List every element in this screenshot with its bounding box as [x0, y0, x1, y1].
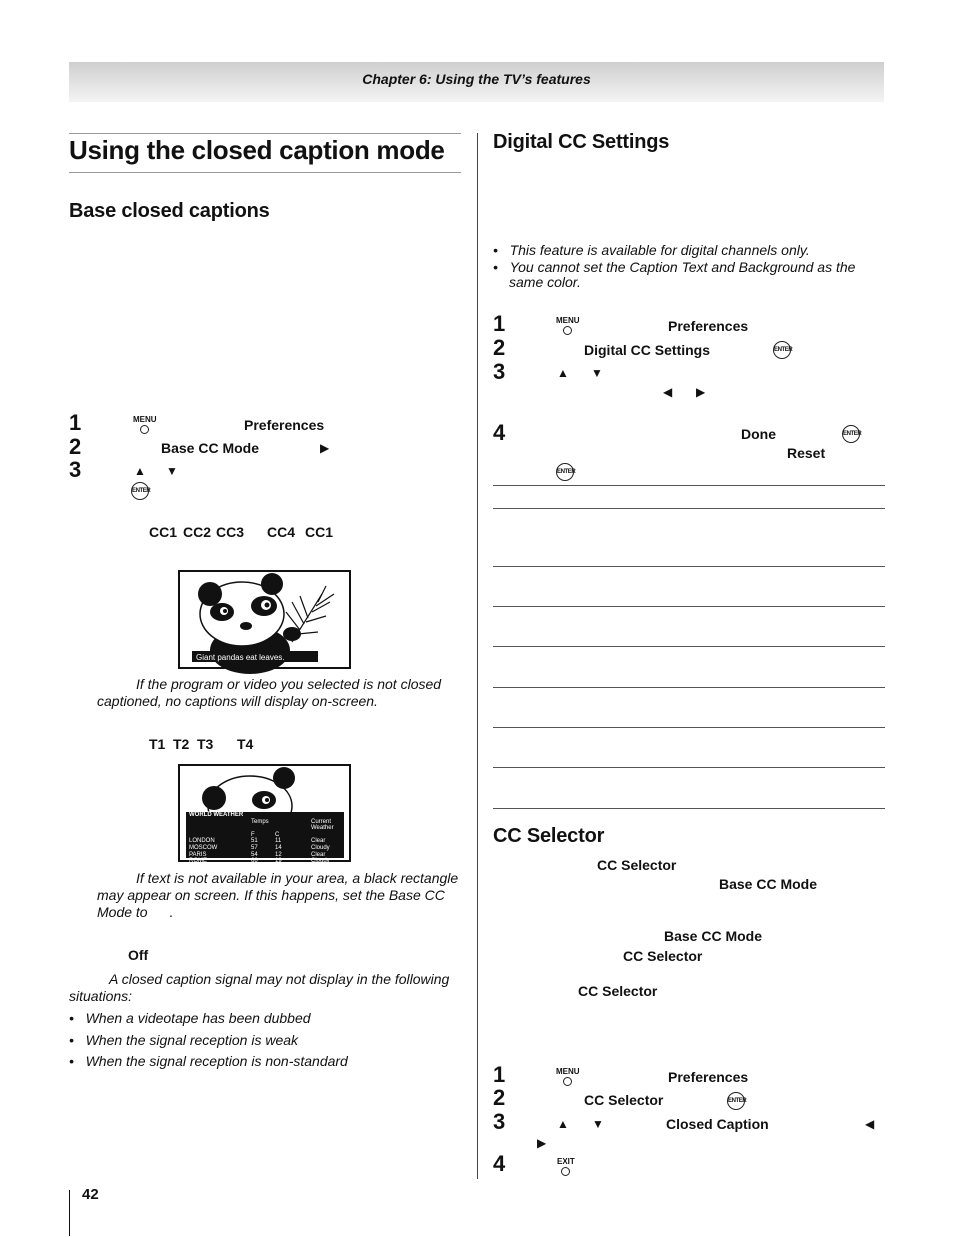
- exit-key: EXIT: [557, 1158, 575, 1176]
- preferences-label: Preferences: [668, 1069, 749, 1085]
- weather-col-f: F: [251, 831, 255, 838]
- column-divider: [477, 133, 478, 1179]
- step-number-3: 3: [493, 1109, 506, 1134]
- note-signal: A closed caption signal may not display in the following situations:: [69, 971, 450, 1004]
- weather-col-current: Current Weather: [311, 818, 334, 832]
- list-item: • You cannot set the Caption Text and Background as the same color.: [493, 259, 856, 290]
- panda-ear-left: [198, 582, 222, 606]
- table-rule: [493, 767, 885, 768]
- table-rule: [493, 687, 885, 688]
- closed-caption-label: Closed Caption: [666, 1116, 769, 1132]
- preferences-label: Preferences: [244, 417, 325, 433]
- weather-row: PARIS 54 12 Clear: [189, 851, 326, 858]
- list-item: • When a videotape has been dubbed: [69, 1010, 311, 1026]
- cc-mode-cc4: CC4: [267, 524, 296, 540]
- table-rule: [493, 808, 885, 809]
- weather-table: [189, 812, 344, 871]
- up-arrow-icon: ▲: [134, 464, 146, 478]
- list-item: • When the signal reception is non-standard: [69, 1053, 348, 1069]
- step-number-1: 1: [493, 311, 506, 336]
- note-text-unavailable: If text is not available in your area, a black rectangle may appear on screen. If this happens, set the Base CC Mode to .: [97, 870, 459, 920]
- down-arrow-icon: ▼: [591, 366, 603, 380]
- enter-button-icon: ENTER: [727, 1092, 745, 1110]
- table-rule: [493, 727, 885, 728]
- step-number-3: 3: [493, 359, 506, 384]
- reset-label: Reset: [787, 445, 826, 461]
- section-heading-digital-cc: Digital CC Settings: [493, 131, 670, 153]
- step-number-2: 2: [493, 1085, 506, 1110]
- enter-button-icon: ENTER: [131, 482, 149, 500]
- preferences-label: Preferences: [668, 318, 749, 334]
- down-arrow-icon: ▼: [592, 1117, 604, 1131]
- enter-button-icon: ENTER: [773, 341, 791, 359]
- menu-key: MENU: [556, 317, 580, 335]
- cc-mode-cc3: CC3: [216, 524, 245, 540]
- done-label: Done: [741, 426, 776, 442]
- down-arrow-icon: ▼: [166, 464, 178, 478]
- left-arrow-icon: ◀: [865, 1117, 875, 1131]
- step-number-1: 1: [493, 1062, 506, 1087]
- section-heading-base-cc: Base closed captions: [69, 200, 270, 222]
- weather-row: LONDON 51 11 Clear: [189, 838, 326, 845]
- exit-button-icon: [561, 1167, 570, 1176]
- menu-key: MENU: [556, 1068, 580, 1086]
- text-mode-t4: T4: [237, 736, 254, 752]
- weather-title: WORLD WEATHER: [189, 812, 244, 818]
- page-title: Using the closed caption mode: [69, 135, 445, 165]
- title-rule-top: [69, 133, 461, 134]
- table-rule: [493, 485, 885, 486]
- step-number-2: 2: [493, 335, 506, 360]
- menu-button-icon: [563, 326, 572, 335]
- base-cc-mode-label: Base CC Mode: [719, 876, 818, 892]
- cc-selector-label: CC Selector: [584, 1092, 664, 1108]
- enter-button-icon: ENTER: [556, 463, 574, 481]
- table-rule: [493, 606, 885, 607]
- weather-row: MOSCOW 57 14 Cloudy: [189, 844, 330, 851]
- menu-button-icon: [563, 1077, 572, 1086]
- footer-rule: [69, 1190, 70, 1236]
- title-rule-bottom: [69, 172, 461, 173]
- chapter-title: Chapter 6: Using the TV’s features: [362, 71, 591, 87]
- table-rule: [493, 646, 885, 647]
- list-item: • This feature is available for digital channels only.: [493, 242, 810, 258]
- text-mode-t2: T2: [173, 736, 190, 752]
- table-rule: [493, 566, 885, 567]
- text-mode-t3: T3: [197, 736, 214, 752]
- left-arrow-icon: ◀: [663, 385, 673, 399]
- text-mode-t1: T1: [149, 736, 166, 752]
- up-arrow-icon: ▲: [557, 1117, 569, 1131]
- menu-key: [133, 416, 157, 434]
- weather-col-temps: Temps: [251, 818, 269, 825]
- step-number-2: 2: [69, 434, 82, 459]
- base-cc-mode-label: Base CC Mode: [161, 440, 260, 456]
- step-number-4: 4: [493, 1151, 506, 1176]
- list-item: • When the signal reception is weak: [69, 1032, 299, 1048]
- panda-paw: [283, 627, 301, 641]
- cc-selector-label: CC Selector: [578, 983, 658, 999]
- weather-col-c: C: [275, 831, 280, 838]
- note-not-captioned: If the program or video you selected is not closed captioned, no captions will display on-screen.: [97, 676, 442, 709]
- panda-ear-right: [261, 573, 283, 595]
- up-arrow-icon: ▲: [557, 366, 569, 380]
- digital-cc-settings-label: Digital CC Settings: [584, 342, 711, 358]
- table-rule: [493, 508, 885, 509]
- weather-row: TOKYO 65 18 Rain: [189, 864, 324, 871]
- step-number-4: 4: [493, 420, 506, 445]
- cc-mode-cc1: CC1: [149, 524, 178, 540]
- caption-text: Giant pandas eat leaves.: [196, 653, 285, 662]
- step-number-3: 3: [69, 457, 82, 482]
- step-number-1: 1: [69, 410, 82, 435]
- page-number: 42: [82, 1186, 99, 1203]
- weather-row: ROME 66 19 Cloudy: [189, 858, 330, 865]
- cc-selector-label: CC Selector: [623, 948, 703, 964]
- panda-text-illustration: [178, 764, 351, 871]
- chapter-header: [69, 62, 884, 102]
- cc-selector-label: CC Selector: [597, 857, 677, 873]
- menu-key-label: MENU: [133, 415, 157, 424]
- panda-caption-illustration: [178, 570, 351, 669]
- cc-mode-cc1-default: CC1: [305, 524, 334, 540]
- panda-nose: [240, 622, 252, 630]
- right-arrow-icon: ▶: [696, 385, 706, 399]
- cc-mode-cc2: CC2: [183, 524, 212, 540]
- right-arrow-icon: ▶: [320, 441, 330, 455]
- base-cc-mode-label: Base CC Mode: [664, 928, 763, 944]
- enter-button-icon: ENTER: [842, 425, 860, 443]
- off-label: Off: [128, 947, 149, 963]
- section-heading-cc-selector: CC Selector: [493, 825, 605, 847]
- right-arrow-icon: ▶: [537, 1136, 547, 1150]
- menu-button-icon: [140, 425, 149, 434]
